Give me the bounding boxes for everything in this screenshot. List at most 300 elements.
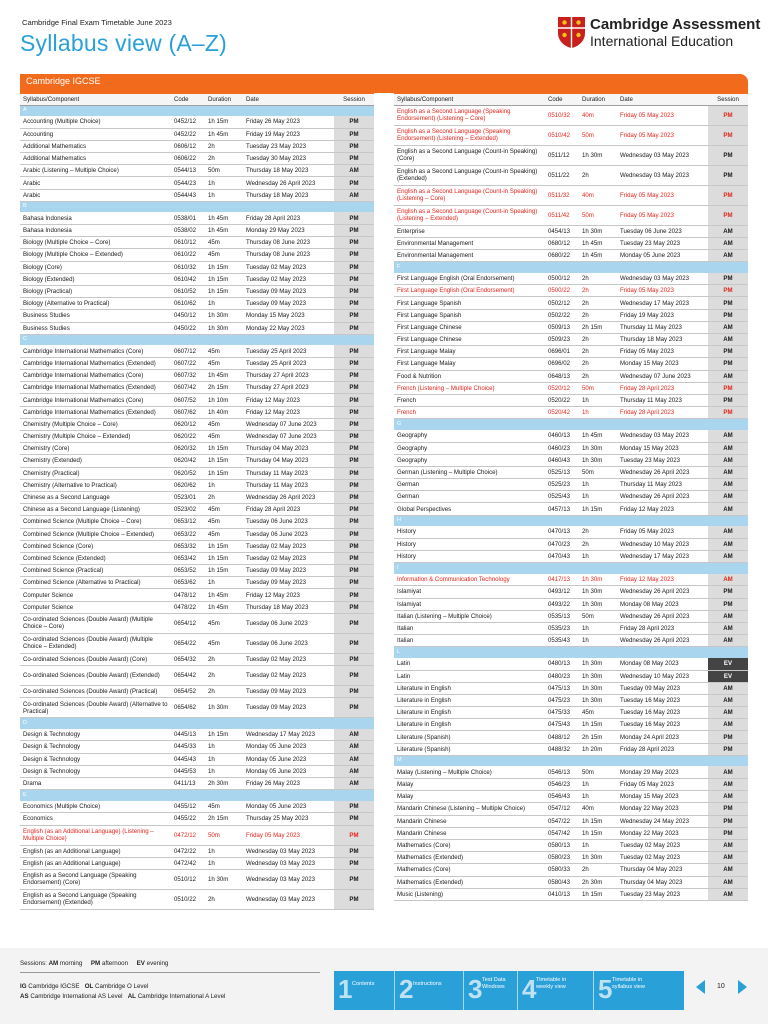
session-cell: PM [708, 731, 748, 743]
code-cell: 0654/62 [171, 698, 205, 718]
date-cell: Friday 28 April 2023 [617, 382, 708, 394]
nav-number: 3 [468, 974, 483, 1004]
session-cell: PM [334, 116, 374, 128]
date-cell: Tuesday 25 April 2023 [243, 345, 334, 357]
column-header-syllabus: Syllabus/Component [394, 94, 545, 105]
duration-cell: 2h [205, 889, 243, 909]
session-cell: PM [334, 565, 374, 577]
duration-cell: 2h [579, 285, 617, 297]
timetable-right [394, 94, 748, 901]
table-row [20, 613, 374, 633]
column-header-code: Code [171, 94, 205, 105]
duration-cell: 2h 15m [579, 731, 617, 743]
date-cell: Wednesday 17 May 2023 [617, 551, 708, 563]
table-row [394, 707, 748, 719]
duration-cell: 1h [579, 779, 617, 791]
code-cell: 0445/53 [171, 765, 205, 777]
syllabus-cell: Environmental Management [394, 249, 545, 261]
session-cell: PM [334, 698, 374, 718]
session-cell: PM [334, 357, 374, 369]
table-row [20, 153, 374, 165]
session-cell: PM [708, 346, 748, 358]
code-cell: 0417/13 [545, 574, 579, 586]
syllabus-cell: Cambridge International Mathematics (Core) [20, 370, 171, 382]
table-row [20, 765, 374, 777]
duration-cell: 45m [205, 345, 243, 357]
duration-cell: 1h 45m [205, 212, 243, 224]
syllabus-cell: English (as an Additional Language) (Listening – Multiple Choice) [20, 825, 171, 845]
session-cell: PM [334, 177, 374, 189]
column-header-duration: Duration [579, 94, 617, 105]
duration-cell: 50m [579, 610, 617, 622]
duration-cell: 1h 45m [579, 249, 617, 261]
date-cell: Wednesday 10 May 2023 [617, 538, 708, 550]
syllabus-cell: Co-ordinated Sciences (Double Award) (Extended) [20, 666, 171, 686]
legend-pm-code: PM [90, 960, 101, 967]
session-cell: AM [708, 442, 748, 454]
duration-cell: 2h [579, 538, 617, 550]
syllabus-cell: English as a Second Language (Speaking Endorsement) (Core) [20, 869, 171, 889]
code-cell: 0460/43 [545, 454, 579, 466]
session-cell: AM [708, 370, 748, 382]
syllabus-cell: English as a Second Language (Count-in Speaking) (Listening – Core) [394, 185, 545, 205]
syllabus-cell: Literature in English [394, 694, 545, 706]
duration-cell: 2h [205, 653, 243, 665]
syllabus-cell: Arabic [20, 177, 171, 189]
code-cell: 0509/23 [545, 334, 579, 346]
syllabus-cell: Design & Technology [20, 741, 171, 753]
session-cell: PM [334, 857, 374, 869]
code-cell: 0654/52 [171, 686, 205, 698]
syllabus-cell: Enterprise [394, 225, 545, 237]
letter-separator-row [394, 647, 748, 658]
table-row [394, 285, 748, 297]
table-row [20, 801, 374, 813]
code-cell: 0653/62 [171, 577, 205, 589]
table-row [20, 589, 374, 601]
session-cell: PM [334, 310, 374, 322]
separator-letter: M [394, 755, 748, 766]
date-cell: Tuesday 09 May 2023 [243, 698, 334, 718]
separator-letter: C [20, 334, 374, 345]
duration-cell: 2h [579, 165, 617, 185]
previous-page-arrow-icon[interactable] [696, 980, 705, 994]
table-row [20, 565, 374, 577]
code-cell: 0607/22 [171, 357, 205, 369]
code-cell: 0580/13 [545, 839, 579, 851]
table-row [20, 479, 374, 491]
date-cell: Wednesday 26 April 2023 [617, 610, 708, 622]
code-cell: 0535/43 [545, 635, 579, 647]
session-cell: PM [334, 589, 374, 601]
date-cell: Tuesday 16 May 2023 [617, 707, 708, 719]
code-cell: 0452/22 [171, 128, 205, 140]
code-cell: 0606/22 [171, 153, 205, 165]
code-cell: 0488/12 [545, 731, 579, 743]
duration-cell: 1h 15m [205, 565, 243, 577]
duration-cell: 1h [579, 491, 617, 503]
duration-cell: 50m [205, 825, 243, 845]
table-row [20, 698, 374, 718]
duration-cell: 45m [205, 418, 243, 430]
date-cell: Tuesday 23 May 2023 [243, 140, 334, 152]
code-cell: 0510/22 [171, 889, 205, 909]
code-cell: 0511/22 [545, 165, 579, 185]
section-title: Cambridge IGCSE [26, 76, 101, 86]
duration-cell: 1h 30m [579, 225, 617, 237]
section-header-bar [20, 74, 748, 91]
code-cell: 0696/01 [545, 346, 579, 358]
table-row [20, 455, 374, 467]
date-cell: Monday 05 June 2023 [243, 741, 334, 753]
session-cell: AM [708, 888, 748, 900]
column-header-syllabus: Syllabus/Component [20, 94, 171, 105]
session-cell: AM [334, 753, 374, 765]
syllabus-cell: Co-ordinated Sciences (Double Award) (Multiple Choice – Extended) [20, 633, 171, 653]
table-row [394, 876, 748, 888]
date-cell: Wednesday 26 April 2023 [617, 635, 708, 647]
legend-label: Sessions: [20, 960, 47, 967]
legend-al-code: AL [127, 993, 136, 1000]
nav-contents[interactable] [334, 971, 394, 1010]
code-cell: 0511/42 [545, 205, 579, 225]
code-cell: 0520/22 [545, 394, 579, 406]
nav-weekly-view[interactable] [518, 971, 593, 1010]
duration-cell: 1h 15m [205, 443, 243, 455]
date-cell: Friday 12 May 2023 [617, 503, 708, 515]
table-row [394, 249, 748, 261]
session-cell: PM [334, 140, 374, 152]
legend-ol-text: Cambridge O Level [95, 983, 149, 990]
code-cell: 0547/12 [545, 803, 579, 815]
duration-cell: 1h 30m [579, 852, 617, 864]
session-cell: PM [334, 261, 374, 273]
duration-cell: 1h 30m [579, 442, 617, 454]
date-cell: Wednesday 26 April 2023 [243, 177, 334, 189]
date-cell: Tuesday 23 May 2023 [617, 237, 708, 249]
table-row [20, 516, 374, 528]
session-cell: PM [334, 813, 374, 825]
code-cell: 0493/12 [545, 586, 579, 598]
session-cell: PM [334, 613, 374, 633]
date-cell: Thursday 18 May 2023 [243, 601, 334, 613]
date-cell: Tuesday 06 June 2023 [243, 633, 334, 653]
session-cell: AM [708, 491, 748, 503]
session-cell: PM [334, 128, 374, 140]
date-cell: Thursday 08 June 2023 [243, 237, 334, 249]
nav-number: 4 [522, 974, 537, 1004]
code-cell: 0523/02 [171, 504, 205, 516]
session-cell: PM [334, 504, 374, 516]
table-row [394, 503, 748, 515]
code-cell: 0607/52 [171, 394, 205, 406]
column-header-date: Date [617, 94, 708, 105]
syllabus-cell: Mandarin Chinese (Listening – Multiple Choice) [394, 803, 545, 815]
code-cell: 0610/62 [171, 298, 205, 310]
nav-instructions[interactable] [395, 971, 463, 1010]
syllabus-cell: Literature (Spanish) [394, 731, 545, 743]
table-row [20, 237, 374, 249]
syllabus-cell: Geography [394, 430, 545, 442]
table-row [20, 189, 374, 201]
date-cell: Thursday 18 May 2023 [617, 334, 708, 346]
syllabus-cell: Mathematics (Core) [394, 864, 545, 876]
syllabus-cell: English as a Second Language (Speaking Endorsement) (Listening – Extended) [394, 125, 545, 145]
duration-cell: 2h 15m [205, 382, 243, 394]
table-row [20, 869, 374, 889]
table-row [394, 105, 748, 125]
table-row [394, 125, 748, 145]
date-cell: Thursday 27 April 2023 [243, 382, 334, 394]
table-row [20, 504, 374, 516]
column-header-duration: Duration [205, 94, 243, 105]
syllabus-cell: Computer Science [20, 589, 171, 601]
code-cell: 0547/42 [545, 827, 579, 839]
syllabus-cell: Malay [394, 791, 545, 803]
code-cell: 0544/43 [171, 189, 205, 201]
session-cell: AM [334, 777, 374, 789]
syllabus-cell: First Language Spanish [394, 309, 545, 321]
syllabus-cell: Cambridge International Mathematics (Core) [20, 394, 171, 406]
qualification-legend [20, 982, 225, 1002]
date-cell: Friday 05 May 2023 [617, 125, 708, 145]
logo-text-line1: Cambridge Assessment [590, 16, 761, 33]
code-cell: 0610/22 [171, 249, 205, 261]
duration-cell: 50m [205, 165, 243, 177]
date-cell: Friday 05 May 2023 [617, 185, 708, 205]
code-cell: 0480/23 [545, 670, 579, 682]
table-row [20, 729, 374, 741]
session-cell: PM [708, 125, 748, 145]
table-row [20, 285, 374, 297]
right-timetable [394, 93, 748, 901]
nav-label: Timetable in syllabus view [612, 977, 645, 990]
duration-cell: 1h [579, 394, 617, 406]
code-cell: 0546/13 [545, 766, 579, 778]
syllabus-cell: Latin [394, 670, 545, 682]
session-cell: AM [708, 779, 748, 791]
syllabus-cell: Bahasa Indonesia [20, 225, 171, 237]
syllabus-cell: Latin [394, 658, 545, 670]
date-cell: Tuesday 09 May 2023 [243, 686, 334, 698]
legend-ev-text: evening [146, 960, 169, 967]
table-row [20, 225, 374, 237]
table-row [20, 540, 374, 552]
syllabus-cell: Italian [394, 635, 545, 647]
code-cell: 0510/42 [545, 125, 579, 145]
session-cell: AM [708, 719, 748, 731]
duration-cell: 40m [579, 803, 617, 815]
syllabus-cell: Literature (Spanish) [394, 743, 545, 755]
code-cell: 0454/13 [545, 225, 579, 237]
duration-cell: 1h [205, 577, 243, 589]
table-row [394, 827, 748, 839]
date-cell: Wednesday 17 May 2023 [617, 297, 708, 309]
syllabus-cell: Malay [394, 779, 545, 791]
table-row [394, 598, 748, 610]
syllabus-cell: Italian (Listening – Multiple Choice) [394, 610, 545, 622]
session-cell: PM [334, 516, 374, 528]
session-cell: PM [334, 869, 374, 889]
code-cell: 0653/12 [171, 516, 205, 528]
table-row [394, 297, 748, 309]
duration-cell: 1h 45m [205, 225, 243, 237]
session-cell: AM [708, 538, 748, 550]
table-row [20, 322, 374, 334]
syllabus-cell: First Language Chinese [394, 321, 545, 333]
session-cell: AM [334, 741, 374, 753]
session-cell: AM [708, 526, 748, 538]
syllabus-cell: English as a Second Language (Count-in Speaking) (Core) [394, 145, 545, 165]
session-cell: PM [708, 394, 748, 406]
session-cell: PM [708, 297, 748, 309]
code-cell: 0500/22 [545, 285, 579, 297]
session-cell: PM [334, 237, 374, 249]
left-timetable [20, 93, 374, 910]
table-row [394, 334, 748, 346]
syllabus-cell: Business Studies [20, 322, 171, 334]
legend-divider [20, 972, 320, 973]
table-row [394, 551, 748, 563]
table-row [394, 670, 748, 682]
code-cell: 0472/12 [171, 825, 205, 845]
table-row [394, 145, 748, 165]
date-cell: Thursday 11 May 2023 [243, 479, 334, 491]
syllabus-cell: Design & Technology [20, 765, 171, 777]
table-row [20, 345, 374, 357]
date-cell: Friday 05 May 2023 [617, 526, 708, 538]
code-cell: 0580/33 [545, 864, 579, 876]
session-cell: AM [708, 694, 748, 706]
code-cell: 0510/12 [171, 869, 205, 889]
table-row [394, 346, 748, 358]
session-cell: PM [708, 185, 748, 205]
table-row [20, 140, 374, 152]
duration-cell: 1h [579, 622, 617, 634]
syllabus-cell: Chemistry (Core) [20, 443, 171, 455]
duration-cell: 1h [205, 741, 243, 753]
table-row [394, 864, 748, 876]
legend-as-text: Cambridge International AS Level [30, 993, 123, 1000]
date-cell: Friday 12 May 2023 [243, 394, 334, 406]
table-row [394, 635, 748, 647]
nav-syllabus-view[interactable] [594, 971, 684, 1010]
table-row [394, 888, 748, 900]
date-cell: Monday 15 May 2023 [617, 442, 708, 454]
code-cell: 0488/32 [545, 743, 579, 755]
syllabus-cell: Chemistry (Multiple Choice – Core) [20, 418, 171, 430]
legend-ol-code: OL [84, 983, 94, 990]
syllabus-cell: First Language Chinese [394, 334, 545, 346]
code-cell: 0470/43 [545, 551, 579, 563]
syllabus-cell: Italian [394, 622, 545, 634]
nav-number: 5 [598, 974, 613, 1004]
syllabus-cell: Economics (Multiple Choice) [20, 801, 171, 813]
syllabus-cell: French (Listening – Multiple Choice) [394, 382, 545, 394]
syllabus-cell: Arabic (Listening – Multiple Choice) [20, 165, 171, 177]
code-cell: 0653/32 [171, 540, 205, 552]
next-page-arrow-icon[interactable] [738, 980, 747, 994]
syllabus-cell: Co-ordinated Sciences (Double Award) (Core) [20, 653, 171, 665]
date-cell: Thursday 27 April 2023 [243, 370, 334, 382]
letter-separator-row [394, 515, 748, 526]
duration-cell: 1h [579, 479, 617, 491]
syllabus-cell: Geography [394, 442, 545, 454]
date-cell: Friday 12 May 2023 [617, 574, 708, 586]
date-cell: Tuesday 16 May 2023 [617, 694, 708, 706]
table-row [20, 116, 374, 128]
code-cell: 0546/23 [545, 779, 579, 791]
duration-cell: 1h 30m [205, 310, 243, 322]
code-cell: 0620/22 [171, 431, 205, 443]
code-cell: 0525/13 [545, 466, 579, 478]
code-cell: 0535/13 [545, 610, 579, 622]
syllabus-cell: Food & Nutrition [394, 370, 545, 382]
table-row [394, 586, 748, 598]
syllabus-cell: German [394, 491, 545, 503]
duration-cell: 1h 30m [579, 682, 617, 694]
session-cell: PM [334, 825, 374, 845]
date-cell: Friday 05 May 2023 [617, 779, 708, 791]
duration-cell: 1h 30m [579, 694, 617, 706]
session-cell: AM [708, 503, 748, 515]
session-cell: AM [334, 729, 374, 741]
duration-cell: 1h 45m [205, 128, 243, 140]
syllabus-cell: English (as an Additional Language) [20, 845, 171, 857]
table-row [20, 394, 374, 406]
session-cell: PM [334, 491, 374, 503]
syllabus-cell: Literature in English [394, 682, 545, 694]
duration-cell: 50m [579, 766, 617, 778]
duration-cell: 45m [205, 613, 243, 633]
code-cell: 0502/12 [545, 297, 579, 309]
duration-cell: 1h [205, 857, 243, 869]
date-cell: Tuesday 02 May 2023 [243, 653, 334, 665]
code-cell: 0445/13 [171, 729, 205, 741]
letter-separator-row [394, 419, 748, 430]
date-cell: Tuesday 02 May 2023 [243, 552, 334, 564]
code-cell: 0509/13 [545, 321, 579, 333]
syllabus-cell: Islamiyat [394, 598, 545, 610]
syllabus-cell: Geography [394, 454, 545, 466]
syllabus-cell: Chemistry (Alternative to Practical) [20, 479, 171, 491]
syllabus-cell: Additional Mathematics [20, 140, 171, 152]
date-cell: Tuesday 23 May 2023 [617, 888, 708, 900]
code-cell: 0520/12 [545, 382, 579, 394]
duration-cell: 1h 15m [205, 116, 243, 128]
code-cell: 0580/43 [545, 876, 579, 888]
session-cell: AM [708, 839, 748, 851]
syllabus-cell: Cambridge International Mathematics (Core) [20, 345, 171, 357]
date-cell: Thursday 25 May 2023 [243, 813, 334, 825]
table-row [20, 165, 374, 177]
code-cell: 0478/12 [171, 589, 205, 601]
date-cell: Friday 28 April 2023 [243, 504, 334, 516]
nav-test-data-windows[interactable] [464, 971, 517, 1010]
duration-cell: 2h [579, 309, 617, 321]
duration-cell: 2h 15m [579, 321, 617, 333]
session-cell: PM [708, 105, 748, 125]
page-title: Syllabus view (A–Z) [20, 30, 228, 56]
duration-cell: 45m [205, 249, 243, 261]
duration-cell: 1h 15m [205, 285, 243, 297]
table-row [20, 370, 374, 382]
table-row [394, 225, 748, 237]
code-cell: 0452/12 [171, 116, 205, 128]
table-row [20, 552, 374, 564]
session-cell: AM [708, 852, 748, 864]
syllabus-cell: Global Perspectives [394, 503, 545, 515]
